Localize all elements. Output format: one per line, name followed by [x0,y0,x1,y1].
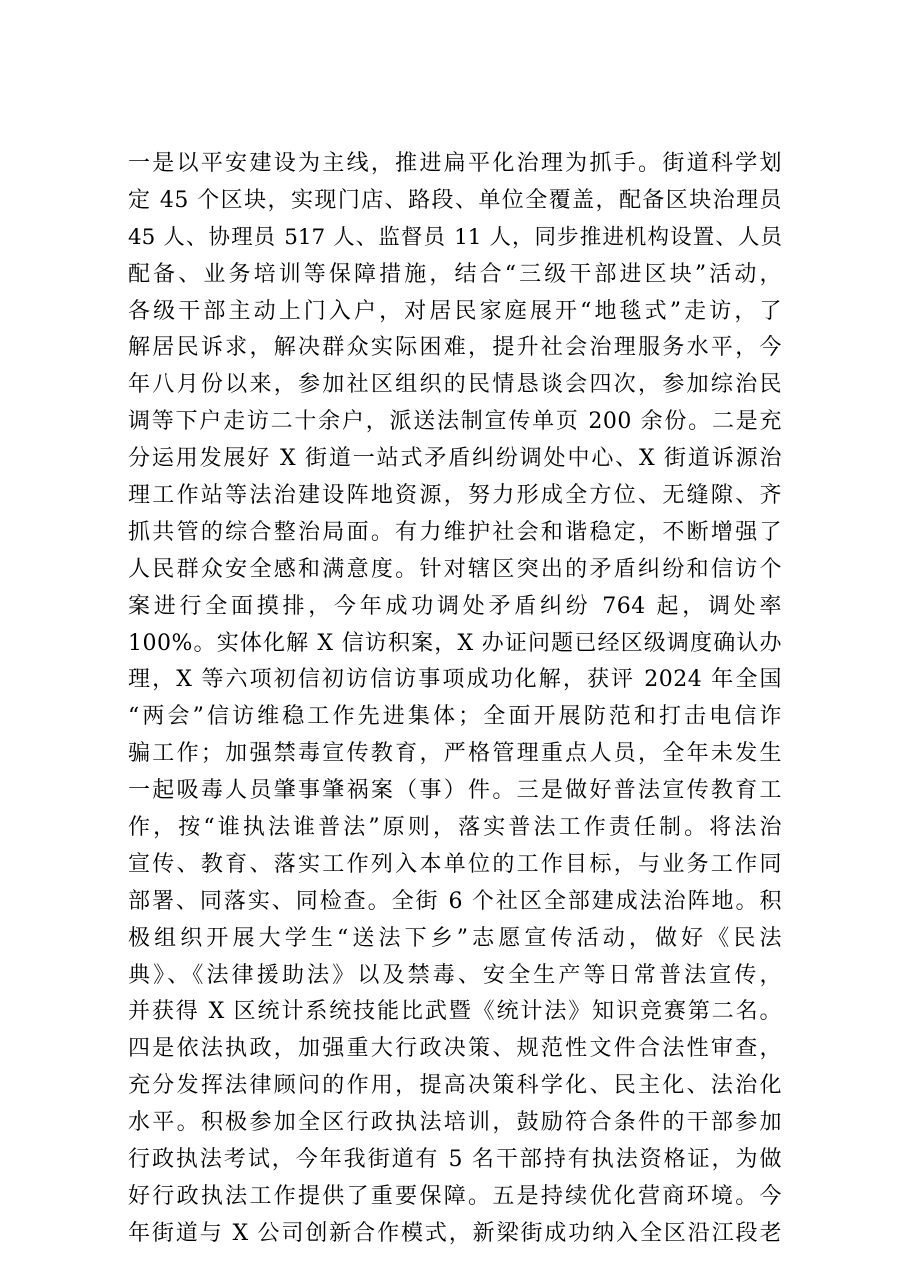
text-line: 水平。积极参加全区行政执法培训，鼓励符合条件的干部参加 [128,1110,782,1136]
text-line: 并获得 X 区统计系统技能比武暨《统计法》知识竞赛第二名。 [128,999,782,1025]
text-line: 抓共管的综合整治局面。有力维护社会和谐稳定，不断增强了 [128,519,782,545]
text-line: 年街道与 X 公司创新合作模式，新梁街成功纳入全区沿江段老 [128,1220,782,1246]
text-line: 一是以平安建设为主线，推进扁平化治理为抓手。街道科学划 [128,151,782,176]
text-line: 理，X 等六项初信初访信访事项成功化解，获评 2024 年全国 [128,667,782,693]
text-line: 作，按“谁执法谁普法”原则，落实普法工作责任制。将法治 [128,815,782,841]
text-line: 年八月份以来，参加社区组织的民情恳谈会四次，参加综治民 [128,372,782,398]
text-line: 人民群众安全感和满意度。针对辖区突出的矛盾纠纷和信访个 [128,556,782,582]
text-line: 45 人、协理员 517 人、监督员 11 人，同步推进机构设置、人员 [128,224,782,250]
body-paragraph [128,146,782,1253]
text-line: 行政执法考试，今年我街道有 5 名干部持有执法资格证，为做 [128,1147,782,1173]
text-line: 定 45 个区块，实现门店、路段、单位全覆盖，配备区块治理员 [128,187,782,213]
text-line: 好行政执法工作提供了重要保障。五是持续优化营商环境。今 [128,1183,782,1209]
text-line: 四是依法执政，加强重大行政决策、规范性文件合法性审查， [128,1036,782,1062]
text-line: “两会”信访维稳工作先进集体；全面开展防范和打击电信诈 [128,704,782,730]
text-line: 配备、业务培训等保障措施，结合“三级干部进区块”活动， [128,261,782,287]
text-line: 宣传、教育、落实工作列入本单位的工作目标，与业务工作同 [128,851,782,877]
text-line: 分运用发展好 X 街道一站式矛盾纠纷调处中心、X 街道诉源治 [128,446,782,472]
text-line: 骗工作；加强禁毒宣传教育，严格管理重点人员，全年未发生 [128,741,782,767]
text-line: 充分发挥法律顾问的作用，提高决策科学化、民主化、法治化 [128,1073,782,1099]
text-line: 极组织开展大学生“送法下乡”志愿宣传活动，做好《民法 [128,925,782,951]
text-line: 100%。实体化解 X 信访积案，X 办证问题已经区级调度确认办 [128,630,782,656]
text-line: 调等下户走访二十余户，派送法制宣传单页 200 余份。二是充 [128,409,782,435]
text-line: 各级干部主动上门入户，对居民家庭展开“地毯式”走访，了 [128,298,782,324]
text-line: 解居民诉求，解决群众实际困难，提升社会治理服务水平，今 [128,335,782,361]
text-line: 部署、同落实、同检查。全街 6 个社区全部建成法治阵地。积 [128,888,782,914]
text-line: 案进行全面摸排，今年成功调处矛盾纠纷 764 起，调处率 [128,593,782,619]
text-line: 一起吸毒人员肇事肇祸案（事）件。三是做好普法宣传教育工 [128,778,782,804]
text-line: 理工作站等法治建设阵地资源，努力形成全方位、无缝隙、齐 [128,483,782,509]
text-line: 典》、《法律援助法》以及禁毒、安全生产等日常普法宣传， [128,962,782,988]
